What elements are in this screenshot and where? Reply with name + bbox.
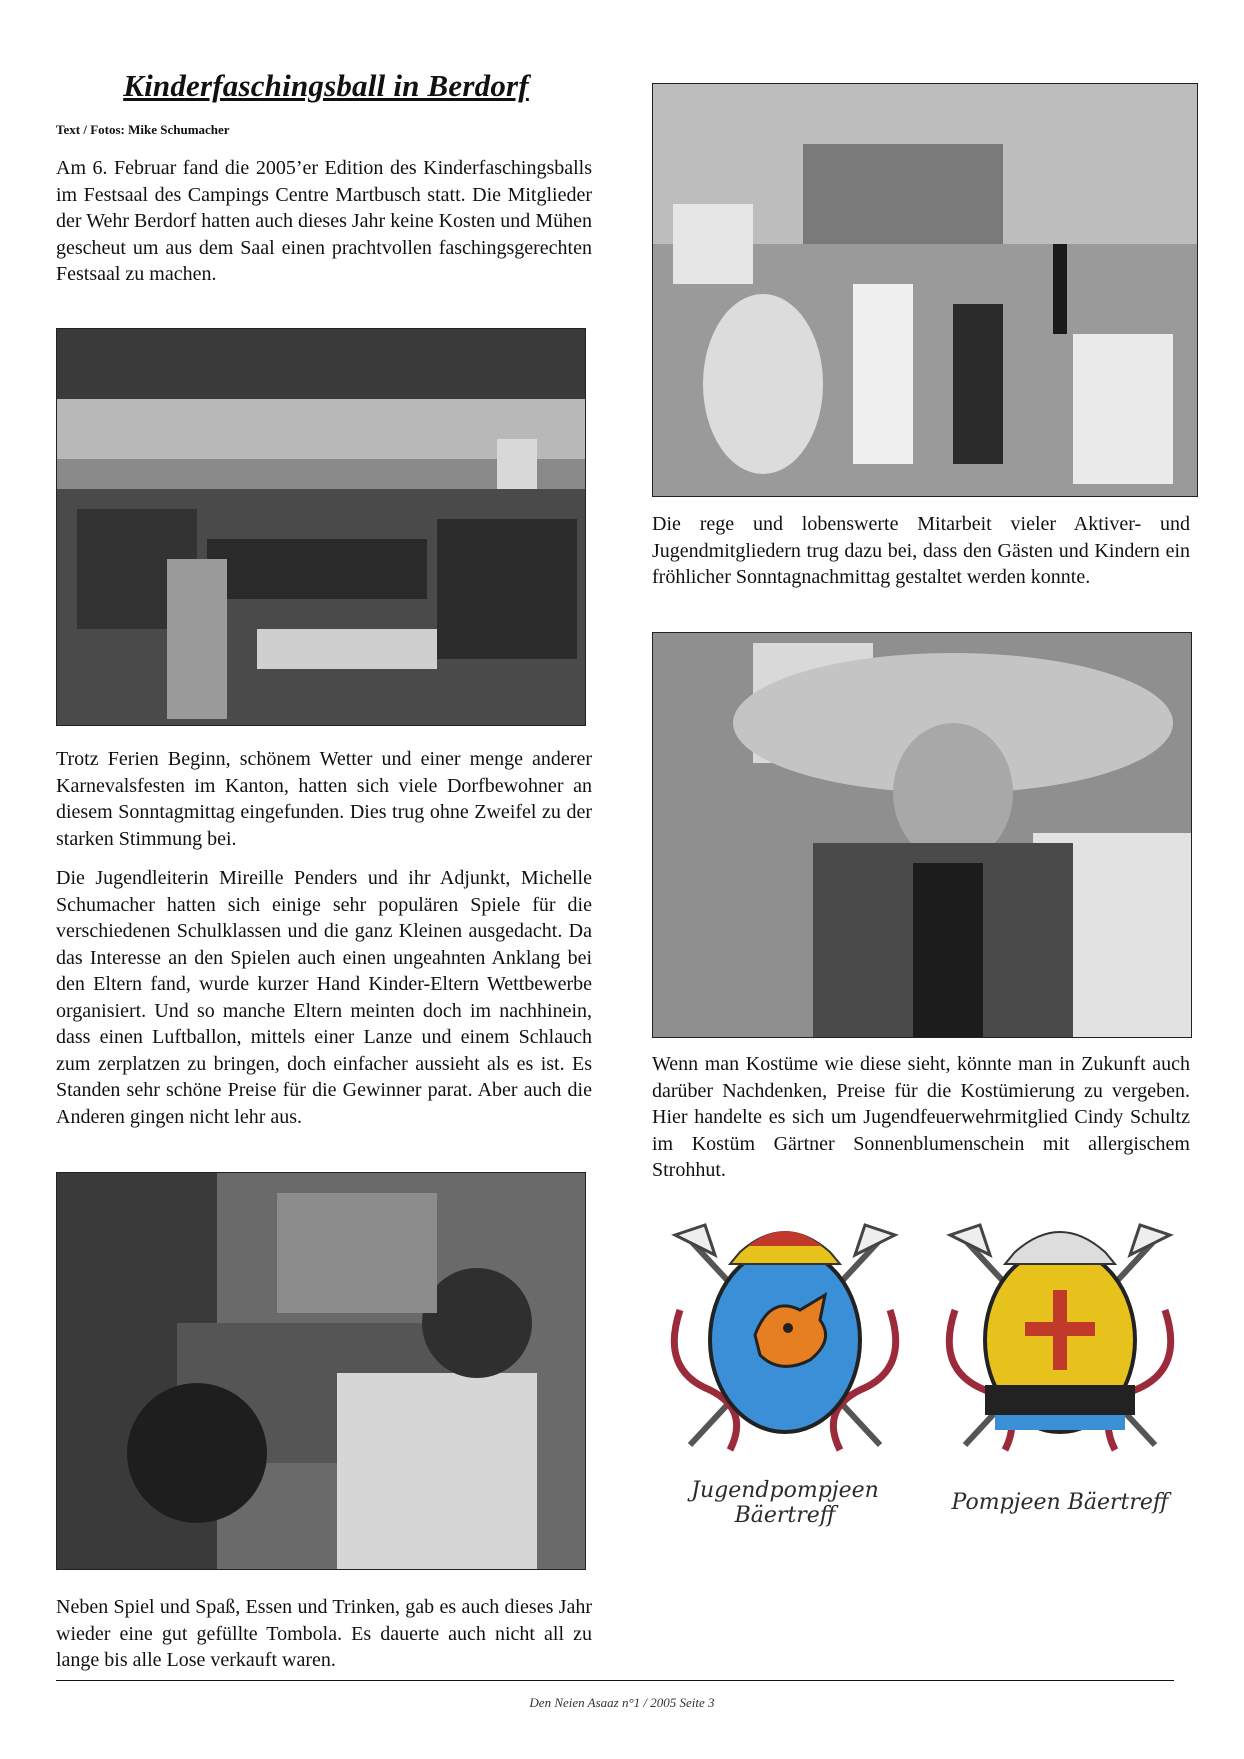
footer-rule [56, 1680, 1174, 1681]
festsaal-image [57, 329, 585, 725]
brigade-logo-label: Pompjeen Bäertreff [951, 1490, 1169, 1515]
costume-image [653, 633, 1191, 1037]
paragraph-tombola: Neben Spiel und Spaß, Essen und Trinken, gab es auch dieses Jahr wieder eine gut gefüllte Tombola. Es dauerte auch nicht all zu lange bis alle Lose verkauft waren. [56, 1596, 592, 1671]
children-games-image [57, 1173, 585, 1569]
youth-logo-line2: Bäertreff [734, 1503, 836, 1528]
paragraph-games: Die Jugendleiterin Mireille Penders und ihr Adjunkt, Michelle Schumacher hatten sich einige sehr populären Spiele für die verschiedenen Schulklassen und die ganz Kleinen ausgedacht. Da das Interesse an den Spielen auch einen ungeahnten Anklang bei den Eltern fand, wurde kurzer Hand Kinder-Eltern Wettbewerbe organisiert. Und so manche Eltern meinten doch im nachhinein, dass einen Luftballon, mittels einer Lanze und einem Schlauch zum zerplatzen zu bringen, doch einfacher aussieht als es ist. Es Standen sehr schöne Preise für die Gewinner parat. Aber auch die Anderen gingen nicht lehr aus. [56, 867, 592, 1128]
youth-logo-line1: Jugendpompjeen [691, 1478, 879, 1503]
article-title: Kinderfaschingsball in Berdorf [123, 68, 529, 103]
brigade-crest-icon [935, 1210, 1185, 1470]
photo-festsaal [56, 328, 586, 726]
paragraph-visitors: Trotz Ferien Beginn, schönem Wetter und einer menge anderer Karnevalsfesten im Kanton, hatten sich viele Dorfbewohner an diesem Sonntagmittag eingefunden. Dies trug ohne Zweifel zu der starken Stimmung bei. [56, 748, 592, 850]
photo-tombola-prizes [652, 83, 1198, 497]
photo-children-games [56, 1172, 586, 1570]
pompjeen-logo [935, 1210, 1185, 1550]
caption-costume: Wenn man Kostüme wie diese sieht, könnte man in Zukunft auch darüber Nachdenken, Preise für die Kostümierung zu vergeben. Hier handelte es sich um Jugendfeuerwehrmitglied Cindy Schultz im Kostüm Gärtner Sonnenblumenschein mit allergischem Strohhut. [652, 1053, 1190, 1181]
photo-credit: Text / Fotos: Mike Schumacher [56, 122, 230, 137]
photo-costume [652, 632, 1192, 1038]
caption-helpers: Die rege und lobenswerte Mitarbeit vieler Aktiver- und Jugendmitgliedern trug dazu bei, dass den Gästen und Kindern ein fröhlicher Sonntagnachmittag gestaltet werden konnte. [652, 513, 1190, 588]
jugendpompjeen-logo [660, 1210, 910, 1550]
youth-crest-icon [660, 1210, 910, 1470]
page-footer: Den Neien Asaaz n°1 / 2005 Seite 3 [529, 1695, 715, 1710]
intro-paragraph: Am 6. Februar fand die 2005’er Edition des Kinderfaschingsballs im Festsaal des Campings Centre Martbusch statt. Die Mitglieder der Wehr Berdorf hatten auch dieses Jahr keine Kosten und Mühen gescheut um aus dem Saal einen prachtvollen faschingsgerechten Festsaal zu machen. [56, 157, 592, 285]
tombola-prizes-image [653, 84, 1197, 496]
